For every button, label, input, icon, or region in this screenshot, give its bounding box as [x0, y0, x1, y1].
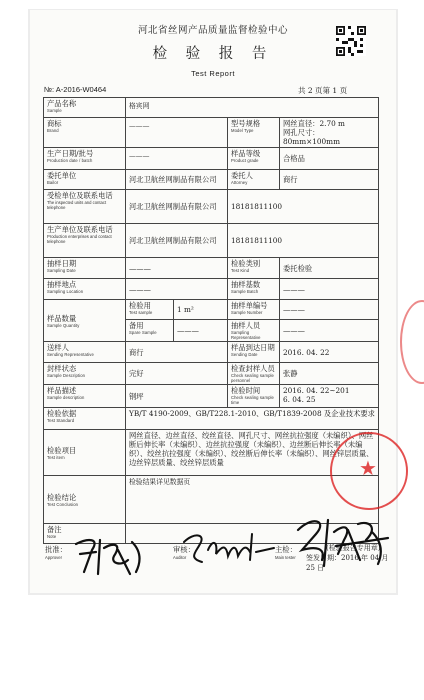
table-row [44, 385, 379, 408]
value-sample-description: 钢坪 [126, 385, 228, 408]
main-tester-signature [292, 510, 392, 574]
value-sampling-base: ——— [280, 279, 379, 300]
value-product-name: 格宾网 [126, 98, 379, 118]
approver-label-en: Approver [45, 555, 62, 560]
label-producer: 生产单位及联系电话 Production enterprises and contact telephone [44, 224, 126, 258]
label-sampling-location: 抽样地点 Sampling Location [44, 279, 126, 300]
label-seal-state: 封样状态 Sample Description [44, 363, 126, 385]
label-arrival-date: 样品到达日期 Sending Date [228, 342, 280, 363]
value-arrival-date: 2016. 04. 22 [280, 342, 379, 363]
auditor-label: 审核： [173, 545, 195, 554]
label-sample-number: 抽样单编号 Sample Number [228, 300, 280, 320]
value-checker: 张静 [280, 363, 379, 385]
label-grade: 样品等级 Product grade [228, 148, 280, 170]
issue-date: 签发日期：2016 年 04 月 25 日 [306, 554, 389, 572]
table-row [44, 363, 379, 385]
label-sampler: 抽样人员 Sampling Representative [228, 320, 280, 342]
value-inspected-unit: 河北卫航丝网制品有限公司 [126, 190, 228, 224]
label-production-date: 生产日期/批号 Production date / batch [44, 148, 126, 170]
auditor-signature [180, 522, 280, 572]
approver-label: 批准： [45, 545, 67, 554]
label-attorney: 委托人 Attorney [228, 170, 280, 190]
label-conclusion: 检验结论 Test Conclusion [44, 476, 126, 524]
value-sampling-date: ——— [126, 258, 228, 279]
label-sample-quantity: 样品数量 Sample Quantity [44, 300, 126, 342]
table-row [44, 148, 379, 170]
label-delivery-rep: 送样人 Sending Representative [44, 342, 126, 363]
report-number: №: A-2016-W0464 [44, 85, 107, 94]
value-sampler: ——— [280, 320, 379, 342]
value-test-kind: 委托检验 [280, 258, 379, 279]
value-test-standard: YB/T 4190-2009、GB/T228.1-2010、GB/T1839-2008 及企业技术要求 [126, 408, 379, 430]
main-tester-label: 主检： [275, 545, 297, 554]
value-sampling-location: ——— [126, 279, 228, 300]
label-test-kind: 检验类别 Test Kind [228, 258, 280, 279]
value-attorney: 商行 [280, 170, 379, 190]
value-seal-state: 完好 [126, 363, 228, 385]
value-grade: 合格品 [280, 148, 379, 170]
report-page [30, 10, 396, 593]
table-row [44, 279, 379, 300]
auditor-label-en: Auditor [173, 555, 187, 560]
value-model: 网丝直径：2.70 m 网孔尺寸：80mm×100mm [280, 118, 379, 148]
side-stamp [400, 300, 424, 384]
label-sampling-date: 抽样日期 Sampling Date [44, 258, 126, 279]
table-row [44, 118, 379, 148]
qr-code-icon [336, 26, 366, 56]
report-table [43, 97, 379, 544]
value-delivery-rep: 商行 [126, 342, 228, 363]
report-title: 检 验 报 告 [152, 46, 274, 62]
value-spare-sample: ——— [174, 320, 228, 342]
label-inspected-unit: 受检单位及联系电话 The inspected units and contact telephone [44, 190, 126, 224]
value-test-sample: 1 m² [174, 300, 228, 320]
value-conclusion: 检验结果详见数据页 [126, 476, 379, 524]
page-count: 共 2 页第 1 页 [298, 86, 348, 95]
seal-caption: (检验报告专用章) [326, 544, 381, 552]
table-row [44, 342, 379, 363]
approver-signature [70, 530, 150, 582]
table-row [44, 170, 379, 190]
label-test-standard: 检验依据 Test Standard [44, 408, 126, 430]
value-production-date: ——— [126, 148, 228, 170]
value-producer-phone: 18181811100 [228, 224, 379, 258]
value-inspected-phone: 18181811100 [228, 190, 379, 224]
table-row [44, 98, 379, 118]
label-spare-sample: 备用 Spare Sample [126, 320, 174, 342]
value-brand: ——— [126, 118, 228, 148]
label-checker: 检查封样人员 Check sealing sample personnel [228, 363, 280, 385]
label-test-items: 检验项目 Test item [44, 430, 126, 476]
report-title-en: Test Report [191, 69, 235, 78]
table-row [44, 430, 379, 476]
value-sample-number: ——— [280, 300, 379, 320]
label-remark: 备注 Note [44, 524, 126, 544]
table-row [44, 408, 379, 430]
value-bailor: 河北卫航丝网制品有限公司 [126, 170, 228, 190]
label-model: 型号规格 Model Type [228, 118, 280, 148]
label-bailor: 委托单位 Bailor [44, 170, 126, 190]
value-producer: 河北卫航丝网制品有限公司 [126, 224, 228, 258]
label-sample-description: 样品描述 Sample description [44, 385, 126, 408]
label-product-name: 产品名称 Sample [44, 98, 126, 118]
value-check-time: 2016. 04. 22~201 6. 04. 25 [280, 385, 379, 408]
main-tester-label-en: Main tester [275, 555, 296, 560]
table-row [44, 300, 379, 320]
org-name: 河北省丝网产品质量监督检验中心 [137, 25, 288, 36]
value-test-items: 网丝直径、边丝直径、绞丝直径、网孔尺寸、网丝抗拉强度（未编织）、网丝断后伸长率（未编织）、边丝抗拉强度（未编织）、边丝断后伸长率（未编织）、绞丝抗拉强度（未编织）、绞丝断后伸长率（未编织）、网丝锌层质量、边丝锌层质量、绞丝锌层质量 [126, 430, 379, 476]
table-row [44, 258, 379, 279]
table-row [44, 224, 379, 258]
label-sampling-base: 抽样基数 Sample Batch [228, 279, 280, 300]
table-row [44, 190, 379, 224]
label-check-time: 检验时间 Check sealing sample time [228, 385, 280, 408]
label-brand: 商标 Brand [44, 118, 126, 148]
stamp-star-icon: ★ [359, 456, 377, 480]
label-test-sample: 检验用 Test sample [126, 300, 174, 320]
